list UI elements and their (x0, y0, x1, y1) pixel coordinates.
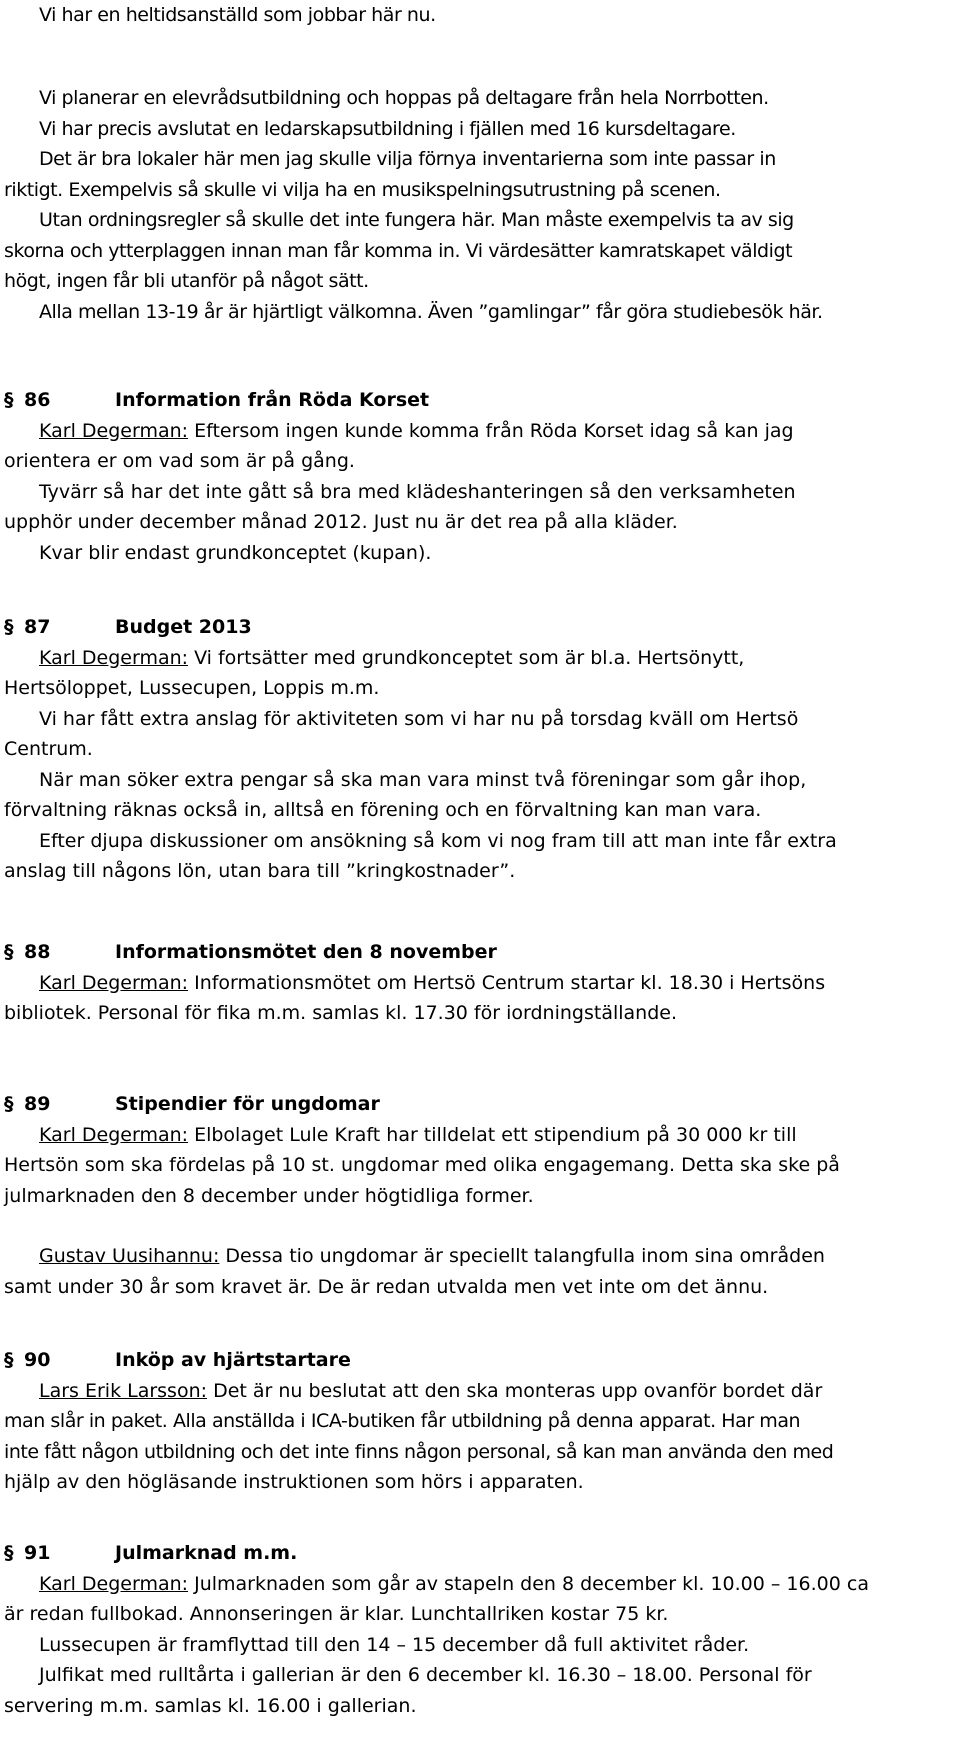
text-line: Karl Degerman: Eftersom ingen kunde komma från Röda Korset idag så kan jag (39, 419, 794, 442)
text-line: Karl Degerman: Informationsmötet om Hertsö Centrum startar kl. 18.30 i Hertsöns (39, 971, 826, 994)
section-87 (4, 612, 944, 887)
text-line: servering m.m. samlas kl. 16.00 i gallerian. (4, 1694, 417, 1717)
text-line: orientera er om vad som är på gång. (4, 450, 355, 472)
text-line: inte fått någon utbildning och det inte finns någon personal, så kan man använda den med (4, 1440, 834, 1463)
text-line: Tyvärr så har det inte gått så bra med klädeshanteringen så den verksamheten (39, 480, 796, 503)
speaker-name: Karl Degerman: (39, 971, 189, 994)
section-sign: § (4, 941, 14, 963)
intro-paragraph (4, 83, 944, 327)
speaker-name: Karl Degerman: (39, 1572, 189, 1595)
text-line: Gustav Uusihannu: Dessa tio ungdomar är speciellt talangfulla inom sina områden (39, 1245, 825, 1267)
text-line: Lussecupen är framflyttad till den 14 – 15 december då full aktivitet råder. (39, 1633, 750, 1656)
speaker-name: Karl Degerman: (39, 646, 189, 669)
text-line: Karl Degerman: Julmarknaden som går av stapeln den 8 december kl. 10.00 – 16.00 ca (39, 1572, 869, 1595)
text-line: Lars Erik Larsson: Det är nu beslutat att den ska monteras upp ovanför bordet där (39, 1379, 823, 1402)
text-line: skorna och ytterplaggen innan man får komma in. Vi värdesätter kamratskapet väldigt (4, 239, 793, 262)
text-line: förvaltning räknas också in, alltså en förening och en förvaltning kan man vara. (4, 799, 762, 821)
text-line: Hertsöloppet, Lussecupen, Loppis m.m. (4, 677, 380, 699)
text-line: Hertsön som ska fördelas på 10 st. ungdomar med olika engagemang. Detta ska ske på (4, 1154, 840, 1176)
section-number: 89 (24, 1093, 51, 1115)
section-heading (4, 612, 944, 643)
section-title: Budget 2013 (115, 616, 252, 638)
section-sign: § (4, 616, 14, 638)
text-line: anslag till någons lön, utan bara till ”kringkostnader”. (4, 860, 516, 882)
speaker-name: Karl Degerman: (39, 1123, 189, 1146)
section-number: 90 (24, 1349, 51, 1371)
section-title: Julmarknad m.m. (115, 1542, 298, 1564)
text-line: Vi har en heltidsanställd som jobbar här nu. (39, 4, 436, 26)
text-line: julmarknaden den 8 december under högtidliga former. (4, 1184, 534, 1207)
section-heading (4, 1538, 944, 1569)
text-line: Vi har precis avslutat en ledarskapsutbildning i fjällen med 16 kursdeltagare. (39, 117, 736, 140)
speaker-name: Gustav Uusihannu: (39, 1245, 220, 1267)
section-90 (4, 1345, 944, 1498)
section-number: 91 (24, 1542, 51, 1564)
section-86 (4, 385, 944, 568)
section-number: 87 (24, 616, 51, 638)
text-line: hjälp av den högläsande instruktionen som hörs i apparaten. (4, 1471, 584, 1493)
text-line: högt, ingen får bli utanför på något sätt. (4, 270, 369, 292)
text-line: Det är bra lokaler här men jag skulle vilja förnya inventarierna som inte passar in (39, 148, 776, 170)
section-sign: § (4, 1349, 14, 1371)
section-number: 86 (24, 389, 51, 411)
text-line: Julfikat med rulltårta i gallerian är den 6 december kl. 16.30 – 18.00. Personal för (39, 1664, 812, 1686)
text-line: Karl Degerman: Elbolaget Lule Kraft har tilldelat ett stipendium på 30 000 kr till (39, 1123, 797, 1146)
text-line: Alla mellan 13-19 år är hjärtligt välkomna. Även ”gamlingar” får göra studiebesök här. (39, 300, 823, 323)
text-line: samt under 30 år som kravet är. De är redan utvalda men vet inte om det ännu. (4, 1275, 769, 1298)
text-line: Vi har fått extra anslag för aktiviteten som vi har nu på torsdag kväll om Hertsö (39, 707, 799, 730)
section-88 (4, 937, 944, 1029)
section-sign: § (4, 1093, 14, 1115)
text-line: Karl Degerman: Vi fortsätter med grundkonceptet som är bl.a. Hertsönytt, (39, 646, 745, 669)
section-89 (4, 1089, 944, 1302)
section-heading (4, 937, 944, 968)
text-line: är redan fullbokad. Annonseringen är klar. Lunchtallriken kostar 75 kr. (4, 1603, 669, 1625)
text-line: Centrum. (4, 738, 93, 760)
text-line: bibliotek. Personal för fika m.m. samlas kl. 17.30 för iordningställande. (4, 1002, 677, 1024)
section-number: 88 (24, 941, 51, 963)
section-heading (4, 385, 944, 416)
intro-section (4, 0, 944, 31)
speaker-name: Karl Degerman: (39, 419, 189, 442)
text-line: man slår in paket. Alla anställda i ICA-butiken får utbildning på denna apparat. Har man (4, 1410, 801, 1432)
section-sign: § (4, 389, 14, 411)
section-heading (4, 1089, 944, 1120)
text-line: Utan ordningsregler så skulle det inte fungera här. Man måste exempelvis ta av sig (39, 209, 794, 231)
section-91 (4, 1538, 944, 1721)
text-line: När man söker extra pengar så ska man vara minst två föreningar som går ihop, (39, 768, 807, 791)
section-title: Stipendier för ungdomar (115, 1093, 380, 1115)
text-line: Vi planerar en elevrådsutbildning och hoppas på deltagare från hela Norrbotten. (39, 87, 769, 109)
speaker-name: Lars Erik Larsson: (39, 1379, 208, 1402)
section-title: Information från Röda Korset (115, 389, 430, 411)
text-line: Kvar blir endast grundkonceptet (kupan). (39, 541, 432, 564)
text-line: upphör under december månad 2012. Just nu är det rea på alla kläder. (4, 511, 678, 533)
section-sign: § (4, 1542, 14, 1564)
section-title: Inköp av hjärtstartare (115, 1349, 351, 1371)
section-heading (4, 1345, 944, 1376)
text-line: Efter djupa diskussioner om ansökning så kom vi nog fram till att man inte får extra (39, 829, 837, 852)
section-title: Informationsmötet den 8 november (115, 941, 497, 963)
text-line: riktigt. Exempelvis så skulle vi vilja ha en musikspelningsutrustning på scenen. (4, 178, 721, 201)
